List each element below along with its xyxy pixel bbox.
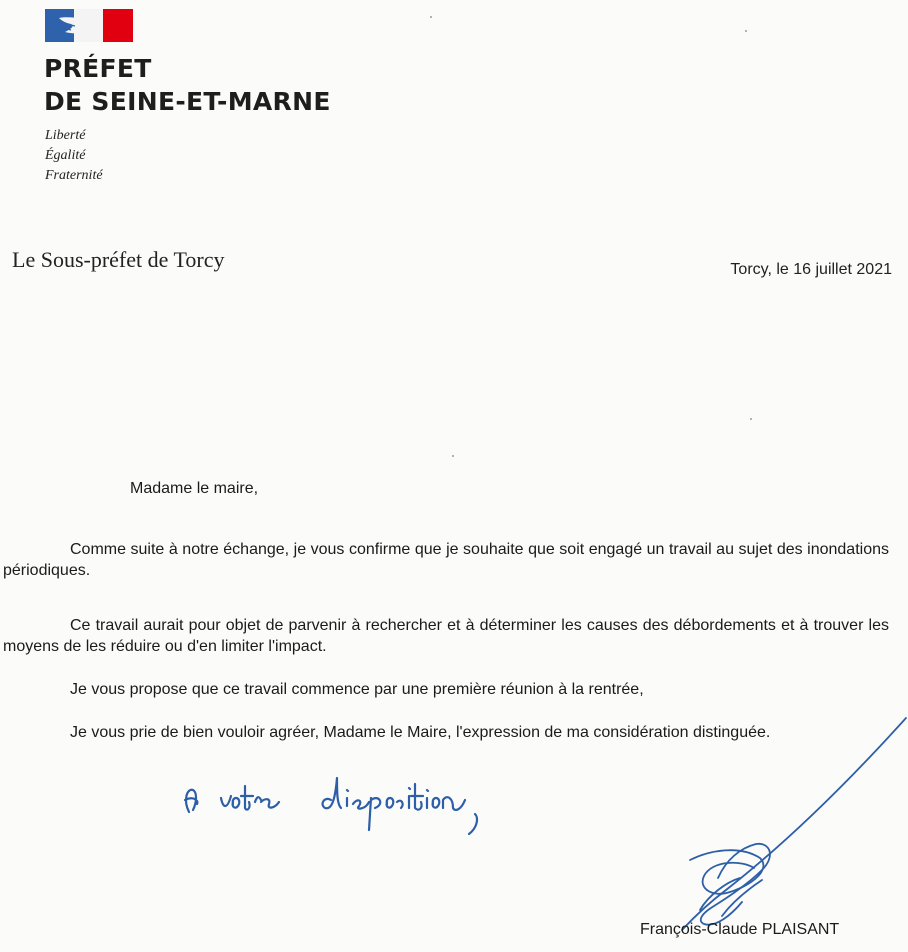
scan-speck (452, 455, 454, 457)
marianne-logo (45, 9, 133, 42)
date-line: Torcy, le 16 juillet 2021 (730, 261, 892, 278)
handwritten-note (175, 770, 505, 855)
motto-egalite: Égalité (45, 148, 86, 163)
scan-speck (430, 16, 432, 18)
title-line-2: DE SEINE-ET-MARNE (44, 87, 331, 116)
signature (630, 710, 908, 952)
sender-line: Le Sous-préfet de Torcy (12, 247, 225, 272)
title-line-1: PRÉFET (44, 54, 152, 83)
signatory-name: François-Claude PLAISANT (640, 921, 840, 938)
republic-motto (45, 126, 103, 186)
paragraph-1: Comme suite à notre échange, je vous confirme que je souhaite que soit engagé un travail au sujet des inondations périodiques. (3, 541, 889, 579)
salutation: Madame le maire, (130, 480, 259, 497)
scan-speck (745, 30, 747, 32)
paragraph-3: Je vous propose que ce travail commence par une première réunion à la rentrée, (70, 681, 644, 698)
motto-liberte: Liberté (45, 128, 86, 143)
paragraph-4: Je vous prie de bien vouloir agréer, Madame le Maire, l'expression de ma considération distinguée. (70, 724, 771, 741)
scan-speck (750, 418, 752, 420)
motto-fraternite: Fraternité (45, 168, 103, 183)
prefecture-title (44, 52, 331, 118)
paragraph-2: Ce travail aurait pour objet de parvenir à rechercher et à déterminer les causes des débordements et à trouver les moyens de les réduire ou d'en limiter l'impact. (3, 617, 889, 655)
